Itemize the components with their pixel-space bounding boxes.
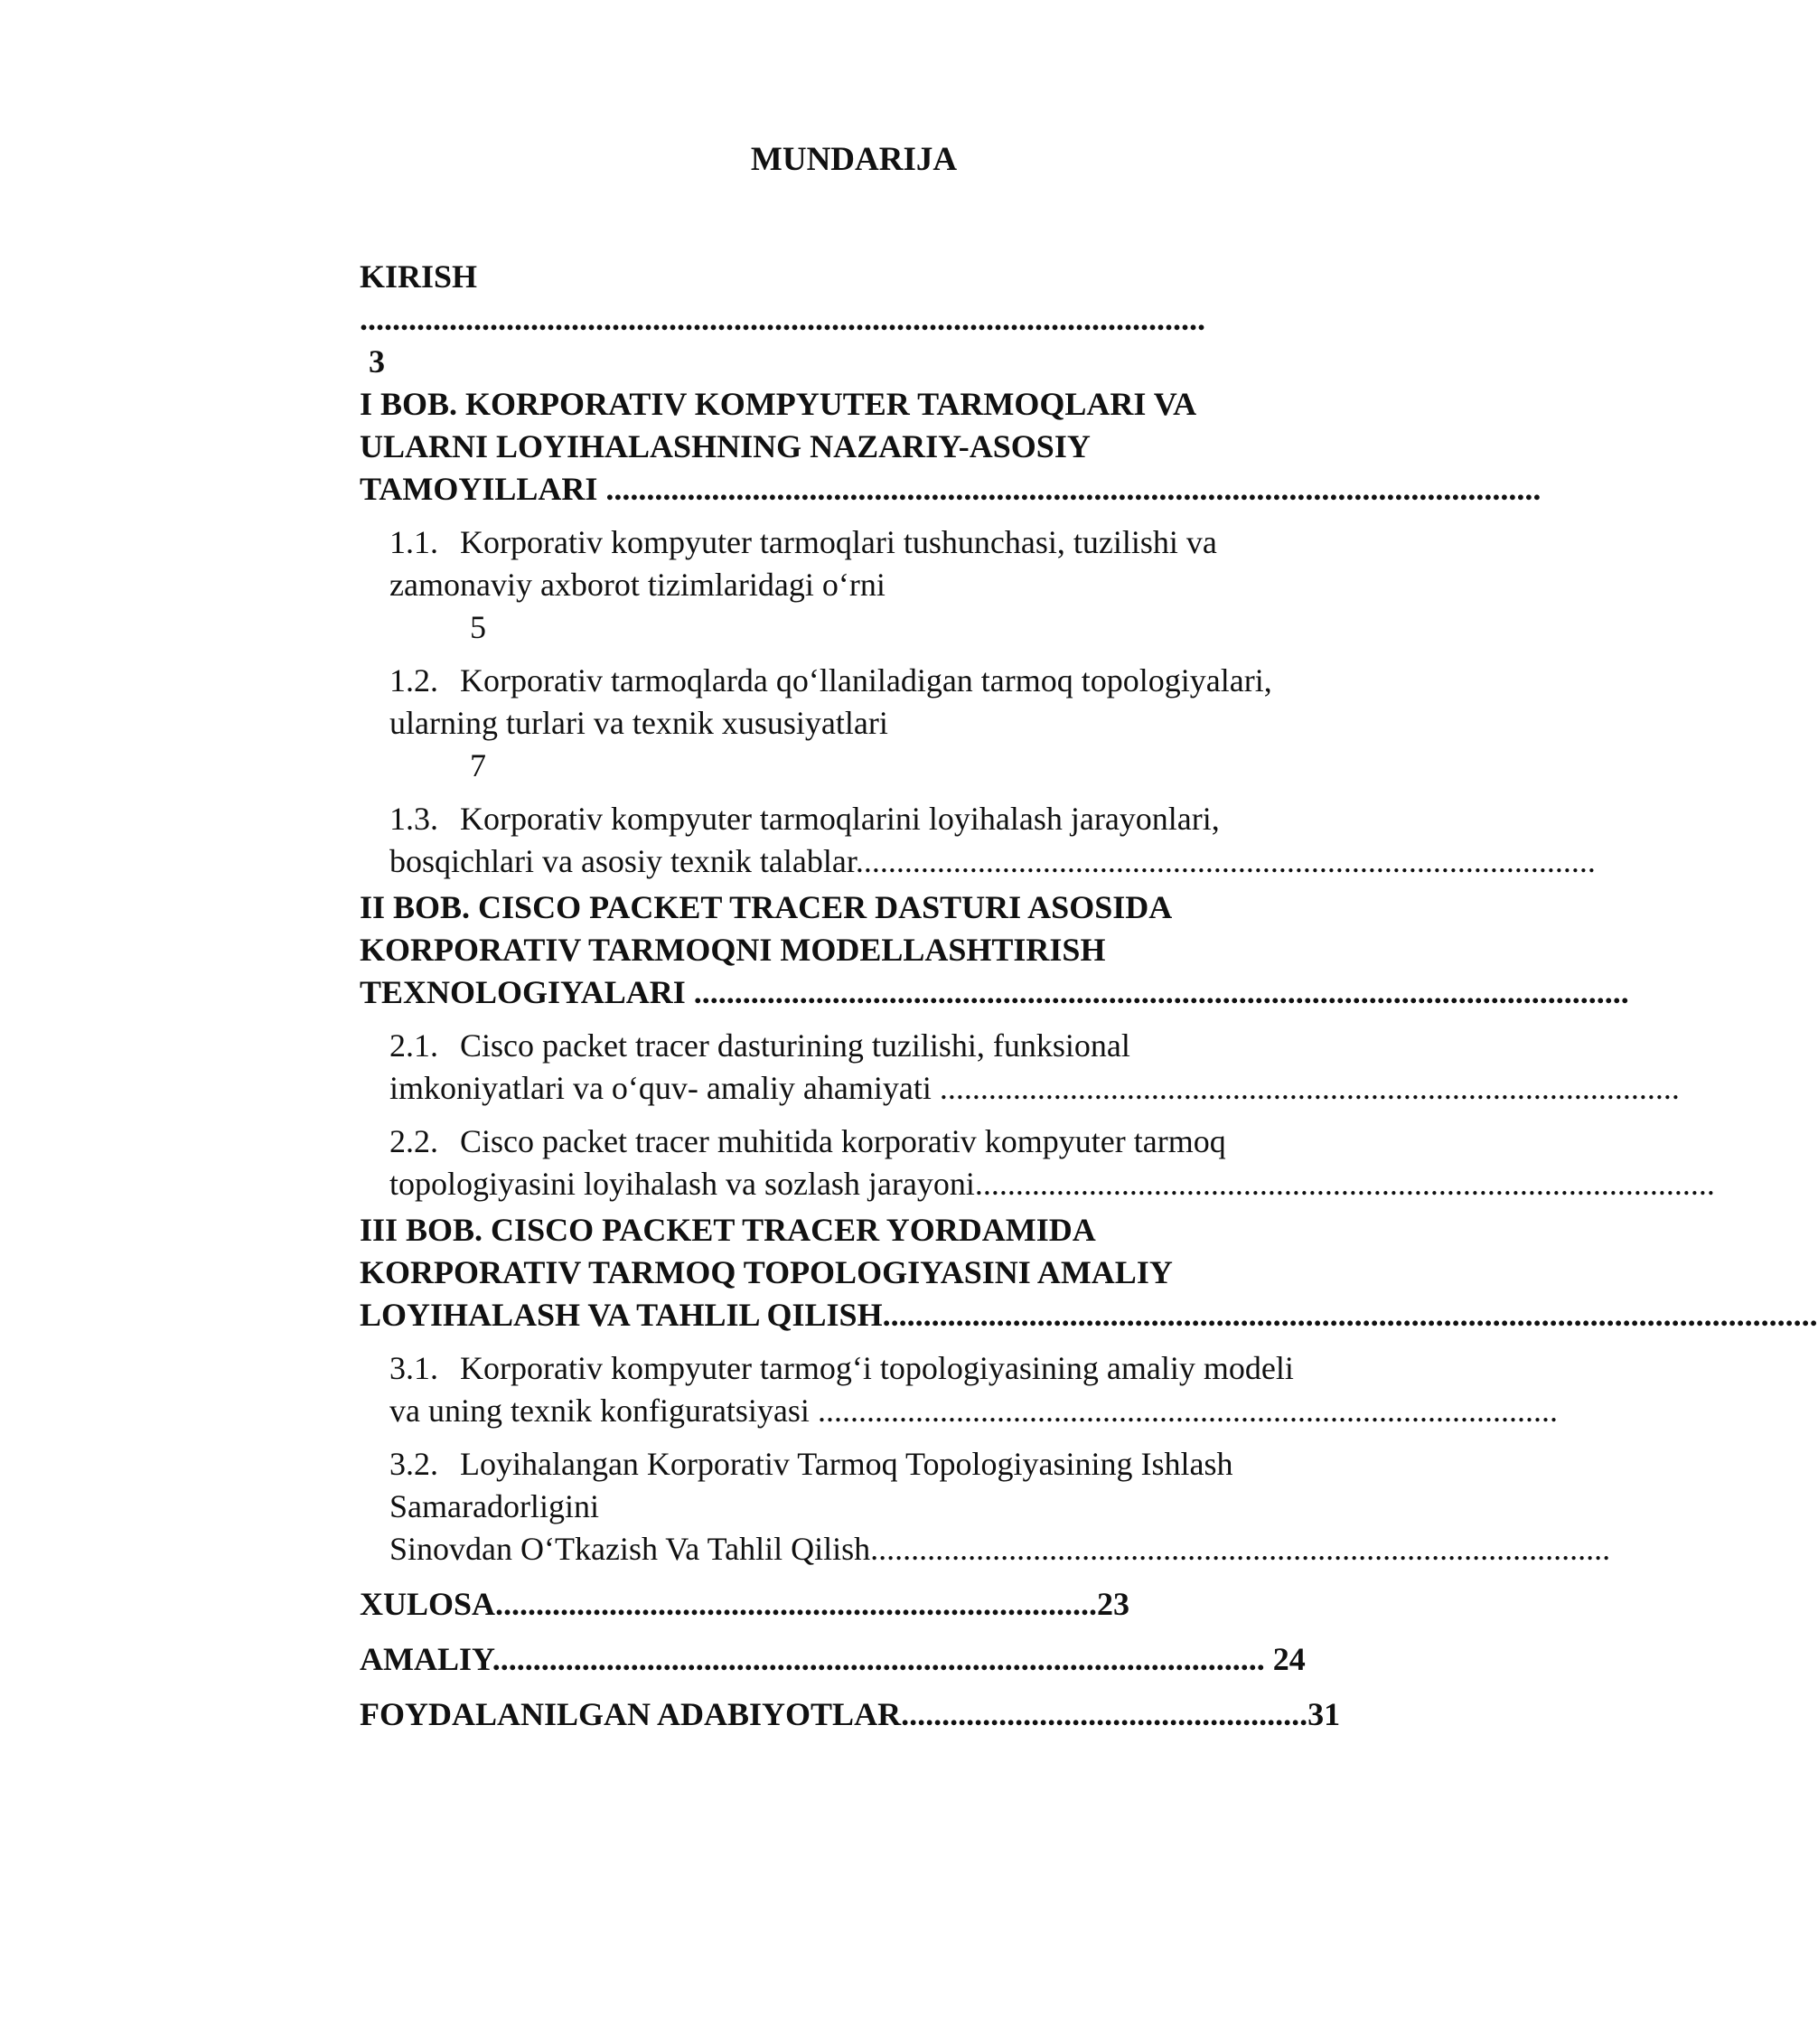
- toc-chapter-label: TAMOYILLARI: [360, 471, 598, 507]
- toc-leader-dots: ...........................................................................................: [870, 1531, 1611, 1567]
- toc-chapter-3: [360, 1209, 1818, 1336]
- toc-section-1-1: [360, 521, 1446, 649]
- toc-chapter-1-line-3: [360, 468, 1542, 511]
- toc-section-title-cont: ularning turlari va texnik xususiyatlari: [389, 705, 888, 741]
- toc-entry-label: XULOSA: [360, 1586, 496, 1622]
- toc-chapter-2: [360, 886, 1629, 1014]
- toc-entry-label: KIRISH: [360, 258, 478, 295]
- table-of-contents: [360, 256, 1818, 1736]
- toc-leader-dots: ...........................................................................................: [939, 1070, 1680, 1106]
- toc-leader-dots: ...............................................................................................: [492, 1641, 1265, 1677]
- toc-section-2-2: [360, 1120, 1715, 1205]
- toc-page-kirish: [360, 341, 1446, 383]
- toc-leader-dots: ...........................................................................................: [974, 1166, 1715, 1202]
- toc-page-number: 31: [1307, 1696, 1341, 1732]
- toc-leader-dots: ...................................................................................................................: [693, 974, 1629, 1010]
- toc-section-3-2: [360, 1443, 1611, 1571]
- toc-section-1-3: [360, 798, 1596, 883]
- toc-page-number: 5: [470, 609, 486, 645]
- toc-entry-adabiyotlar: [360, 1693, 1446, 1736]
- toc-section-title-cont: Samaradorligini: [389, 1488, 599, 1524]
- toc-leader-dots: ...................................................................................................................: [882, 1297, 1818, 1333]
- toc-section-3-1: [360, 1347, 1558, 1432]
- toc-entry-kirish: [360, 256, 1446, 298]
- toc-leader-dots: ...........................................................................................: [817, 1392, 1558, 1429]
- toc-entry-label: AMALIY: [360, 1641, 492, 1677]
- toc-section-title-cont: zamonaviy axborot tizimlaridagi o‘rni: [389, 567, 886, 603]
- toc-section-title-cont: bosqichlari va asosiy texnik talablar: [389, 843, 856, 879]
- toc-leader-dots: ........................................................................................................: [360, 301, 1205, 337]
- toc-section-title-cont: topologiyasini loyihalash va sozlash jarayoni: [389, 1166, 975, 1202]
- toc-entry-xulosa: [360, 1583, 1446, 1626]
- toc-page-number: 3: [369, 343, 385, 380]
- toc-chapter-label: LOYIHALASH VA TAHLIL QILISH: [360, 1297, 883, 1333]
- toc-section-title: Korporativ kompyuter tarmoqlari tushunchasi, tuzilishi va: [460, 524, 1217, 560]
- toc-section-2-1: [360, 1025, 1680, 1110]
- toc-chapter-1-line-1: I BOB. KORPORATIV KOMPYUTER TARMOQLARI VA: [360, 386, 1197, 422]
- toc-page-number: 7: [470, 747, 486, 783]
- toc-section-number: 3.2.: [389, 1446, 438, 1482]
- toc-section-title: Loyihalangan Korporativ Tarmoq Topologiyasining Ishlash: [460, 1446, 1233, 1482]
- toc-section-title-cont: Sinovdan O‘Tkazish Va Tahlil Qilish: [389, 1531, 871, 1567]
- toc-chapter-2-line-1: II BOB. CISCO PACKET TRACER DASTURI ASOSIDA: [360, 889, 1173, 925]
- toc-section-number: 3.1.: [389, 1350, 438, 1386]
- toc-section-1-2: [360, 660, 1446, 787]
- toc-leader-dots: ...........................................................................................: [855, 843, 1596, 879]
- toc-section-number: 1.3.: [389, 801, 438, 837]
- toc-leader-dots: ..................................................: [901, 1696, 1308, 1732]
- toc-chapter-2-line-2: KORPORATIV TARMOQNI MODELLASHTIRISH: [360, 932, 1106, 968]
- toc-section-number: 1.1.: [389, 524, 438, 560]
- toc-section-title: Korporativ tarmoqlarda qo‘llaniladigan tarmoq topologiyalari,: [460, 662, 1272, 699]
- toc-section-number: 2.2.: [389, 1123, 438, 1159]
- toc-section-title: Cisco packet tracer muhitida korporativ kompyuter tarmoq: [460, 1123, 1226, 1159]
- page-title: MUNDARIJA: [750, 141, 958, 178]
- toc-section-number: 2.1.: [389, 1027, 438, 1064]
- toc-chapter-3-line-1: III BOB. CISCO PACKET TRACER YORDAMIDA: [360, 1212, 1096, 1248]
- toc-chapter-1-line-2: ULARNI LOYIHALASHNING NAZARIY-ASOSIY: [360, 428, 1091, 464]
- toc-section-title: Korporativ kompyuter tarmoqlarini loyihalash jarayonlari,: [460, 801, 1220, 837]
- toc-leader-dots: ..........................................................................: [495, 1586, 1098, 1622]
- toc-page-number: 23: [1097, 1586, 1130, 1622]
- toc-section-title-cont: va uning texnik konfiguratsiyasi: [389, 1392, 810, 1429]
- toc-chapter-3-line-2: KORPORATIV TARMOQ TOPOLOGIYASINI AMALIY: [360, 1254, 1173, 1290]
- toc-dots-kirish: [360, 298, 1446, 341]
- toc-section-title: Cisco packet tracer dasturining tuzilishi, funksional: [460, 1027, 1130, 1064]
- toc-page-number: 24: [1272, 1641, 1306, 1677]
- toc-section-number: 1.2.: [389, 662, 438, 699]
- toc-section-title: Korporativ kompyuter tarmog‘i topologiyasining amaliy modeli: [460, 1350, 1294, 1386]
- toc-chapter-label: TEXNOLOGIYALARI: [360, 974, 686, 1010]
- toc-entry-amaliy: [360, 1638, 1446, 1681]
- toc-leader-dots: ...................................................................................................................: [605, 471, 1542, 507]
- toc-section-title-cont: imkoniyatlari va o‘quv- amaliy ahamiyati: [389, 1070, 932, 1106]
- toc-entry-label: FOYDALANILGAN ADABIYOTLAR: [360, 1696, 902, 1732]
